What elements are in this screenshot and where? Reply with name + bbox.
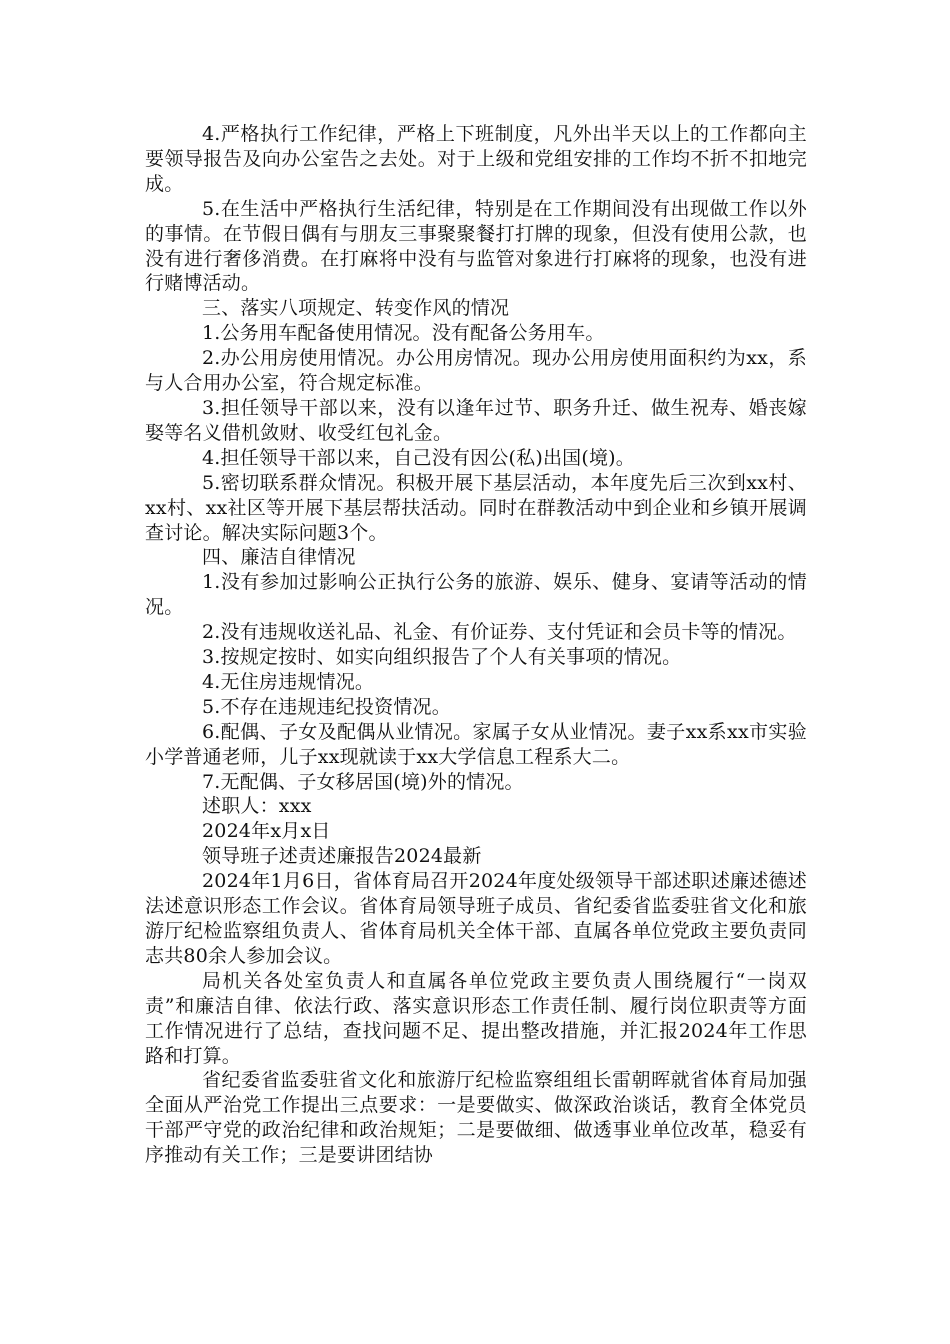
paragraph-gift-cards: 2.没有违规收送礼品、礼金、有价证券、支付凭证和会员卡等的情况。 (202, 621, 797, 644)
heading-integrity: 四、廉洁自律情况 (202, 546, 356, 569)
paragraph-activities: 1.没有参加过影响公正执行公务的旅游、娱乐、健身、宴请等活动的情况。 (145, 571, 807, 619)
paragraph-official-car: 1.公务用车配备使用情况。没有配备公务用车。 (202, 322, 605, 345)
section-title: 领导班子述责述廉报告2024最新 (202, 845, 482, 868)
paragraph-emigration: 7.无配偶、子女移居国(境)外的情况。 (202, 770, 524, 793)
reporter-signature: 述职人：xxx (202, 795, 312, 818)
paragraph-investment: 5.不存在违规违纪投资情况。 (202, 695, 451, 718)
report-date: 2024年x月x日 (202, 820, 331, 843)
paragraph-meeting: 2024年1月6日，省体育局召开2024年度处级领导干部述职述廉述德述法述意识形态工作会议。省体育局领导班子成员、省纪委省监委驻省文化和旅游厅纪检监察组负责人、省体育局机关全体干部、直属各单位党政主要负责同志共80余人参加会议。 (145, 870, 807, 967)
paragraph-mass-contact: 5.密切联系群众情况。积极开展下基层活动，本年度先后三次到xx村、xx村、xx社区等开展下基层帮扶活动。同时在群教活动中到企业和乡镇开展调查讨论。解决实际问题3个。 (145, 471, 807, 544)
heading-eight-rules: 三、落实八项规定、转变作风的情况 (202, 297, 510, 320)
paragraph-housing: 4.无住房违规情况。 (202, 670, 375, 693)
document-page (145, 122, 807, 1168)
paragraph-family-employment: 6.配偶、子女及配偶从业情况。家属子女从业情况。妻子xx系xx市实验小学普通老师，儿子xx现就读于xx大学信息工程系大二。 (145, 720, 807, 768)
paragraph-personal-report: 3.按规定按时、如实向组织报告了个人有关事项的情况。 (202, 646, 682, 669)
paragraph-summary: 局机关各处室负责人和直属各单位党政主要负责人围绕履行“一岗双责”和廉洁自律、依法行政、落实意识形态工作责任制、履行岗位职责等方面工作情况进行了总结，查找问题不足、提出整改措施，并汇报2024年工作思路和打算。 (145, 969, 807, 1067)
paragraph-travel-abroad: 4.担任领导干部以来，自己没有因公(私)出国(境)。 (202, 446, 635, 469)
paragraph-office-space: 2.办公用房使用情况。办公用房情况。现办公用房使用面积约为xx，系与人合用办公室，符合规定标准。 (145, 347, 807, 395)
paragraph-life-discipline: 5.在生活中严格执行生活纪律，特别是在工作期间没有出现做工作以外的事情。在节假日偶有与朋友三事聚聚餐打打牌的现象，但没有使用公款，也没有进行奢侈消费。在打麻将中没有与监管对象进行打麻将的现象，也没有进行赌博活动。 (145, 197, 807, 295)
paragraph-gifts: 3.担任领导干部以来，没有以逢年过节、职务升迁、做生祝寿、婚丧嫁娶等名义借机敛财、收受红包礼金。 (145, 396, 807, 444)
paragraph-work-discipline: 4.严格执行工作纪律，严格上下班制度，凡外出半天以上的工作都向主要领导报告及向办公室告之去处。对于上级和党组安排的工作均不折不扣地完成。 (145, 123, 807, 195)
paragraph-requirements: 省纪委省监委驻省文化和旅游厅纪检监察组组长雷朝晖就省体育局加强全面从严治党工作提出三点要求：一是要做实、做深政治谈话，教育全体党员干部严守党的政治纪律和政治规矩；二是要做细、做透事业单位改革，稳妥有序推动有关工作；三是要讲团结协 (145, 1069, 807, 1167)
